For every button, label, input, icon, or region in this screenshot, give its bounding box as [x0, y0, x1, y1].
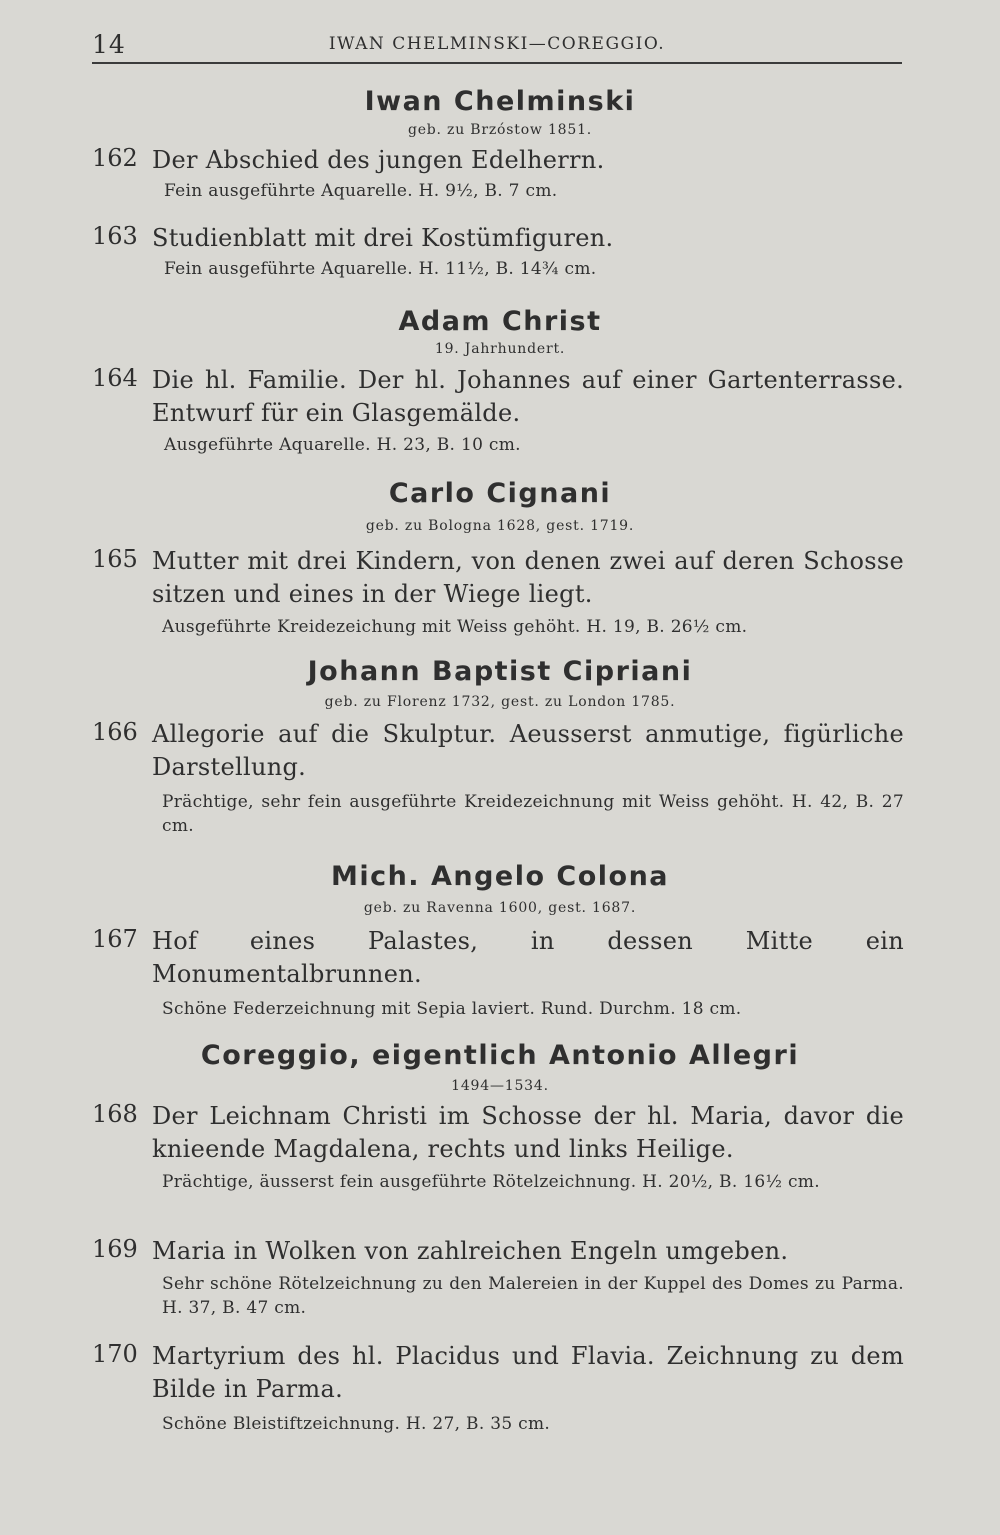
- entry-description: Ausgeführte Aquarelle. H. 23, B. 10 cm.: [164, 435, 521, 455]
- catalog-entry: [92, 222, 904, 281]
- artist-name: Carlo Cignani: [388, 478, 612, 509]
- entry-description: Schöne Bleistiftzeichnung. H. 27, B. 35 cm.: [162, 1414, 551, 1434]
- artist-dates: geb. zu Florenz 1732, gest. zu London 1785.: [324, 694, 676, 710]
- catalog-entry: [92, 718, 904, 838]
- entry-number: 170: [92, 1340, 138, 1368]
- page-header: [92, 26, 902, 66]
- entry-number: 165: [92, 545, 138, 573]
- entry-number: 166: [92, 718, 138, 746]
- entry-description: Prächtige, sehr fein ausgeführte Kreidezeichnung mit Weiss gehöht. H. 42, B. 27 cm.: [162, 792, 904, 836]
- catalog-entry: [92, 364, 904, 457]
- catalog-entry: [92, 1340, 904, 1436]
- artist-dates: geb. zu Brzóstow 1851.: [407, 122, 593, 138]
- artist-name: Iwan Chelminski: [364, 86, 636, 117]
- entry-description: Fein ausgeführte Aquarelle. H. 11½, B. 14¾ cm.: [164, 259, 597, 279]
- entry-title: Allegorie auf die Skulptur. Aeusserst anmutige, figürliche Darstellung.: [152, 720, 904, 781]
- artist-name: Coreggio, eigentlich Antonio Allegri: [200, 1040, 800, 1071]
- entry-title: Mutter mit drei Kindern, von denen zwei auf deren Schosse sitzen und eines in der Wiege liegt.: [152, 547, 904, 608]
- running-title: IWAN CHELMINSKI—COREGGIO.: [328, 34, 666, 54]
- entry-description: Fein ausgeführte Aquarelle. H. 9½, B. 7 cm.: [164, 181, 558, 201]
- catalog-entry: [92, 925, 904, 1021]
- entry-title: Hof eines Palastes, in dessen Mitte ein Monumentalbrunnen.: [152, 927, 904, 988]
- header-rule: [92, 62, 902, 64]
- entry-description: Sehr schöne Rötelzeichnung zu den Malereien in der Kuppel des Domes zu Parma. H. 37, B. 47 cm.: [162, 1274, 904, 1318]
- entry-title: Der Abschied des jungen Edelherrn.: [152, 146, 605, 174]
- artist-name: Adam Christ: [398, 306, 602, 337]
- catalog-entry: [92, 144, 904, 203]
- entry-title: Maria in Wolken von zahlreichen Engeln umgeben.: [152, 1237, 789, 1265]
- artist-dates: geb. zu Bologna 1628, gest. 1719.: [365, 518, 635, 534]
- catalog-entry: [92, 1100, 904, 1194]
- artist-dates: geb. zu Ravenna 1600, gest. 1687.: [363, 900, 637, 916]
- entry-description: Schöne Federzeichnung mit Sepia laviert. Rund. Durchm. 18 cm.: [162, 999, 742, 1019]
- entry-number: 168: [92, 1100, 138, 1128]
- entry-number: 163: [92, 222, 138, 250]
- entry-title: Studienblatt mit drei Kostümfiguren.: [152, 224, 614, 252]
- entry-title: Die hl. Familie. Der hl. Johannes auf einer Gartenterrasse. Entwurf für ein Glasgemälde.: [152, 366, 904, 427]
- catalog-entry: [92, 545, 904, 639]
- artist-name: Mich. Angelo Colona: [330, 861, 670, 892]
- catalog-entry: [92, 1235, 904, 1320]
- entry-description: Prächtige, äusserst fein ausgeführte Rötelzeichnung. H. 20½, B. 16½ cm.: [162, 1172, 820, 1192]
- artist-dates: 19. Jahrhundert.: [434, 341, 566, 357]
- entry-number: 162: [92, 144, 138, 172]
- entry-number: 169: [92, 1235, 138, 1263]
- artist-dates: 1494—1534.: [451, 1078, 549, 1094]
- entry-number: 164: [92, 364, 138, 392]
- entry-title: Der Leichnam Christi im Schosse der hl. Maria, davor die knieende Magdalena, rechts und links Heilige.: [152, 1102, 904, 1163]
- entry-description: Ausgeführte Kreidezeichung mit Weiss gehöht. H. 19, B. 26½ cm.: [162, 617, 748, 637]
- entry-title: Martyrium des hl. Placidus und Flavia. Zeichnung zu dem Bilde in Parma.: [152, 1342, 904, 1403]
- artist-name: Johann Baptist Cipriani: [307, 656, 693, 687]
- entry-number: 167: [92, 925, 138, 953]
- page-number: 14: [92, 30, 126, 59]
